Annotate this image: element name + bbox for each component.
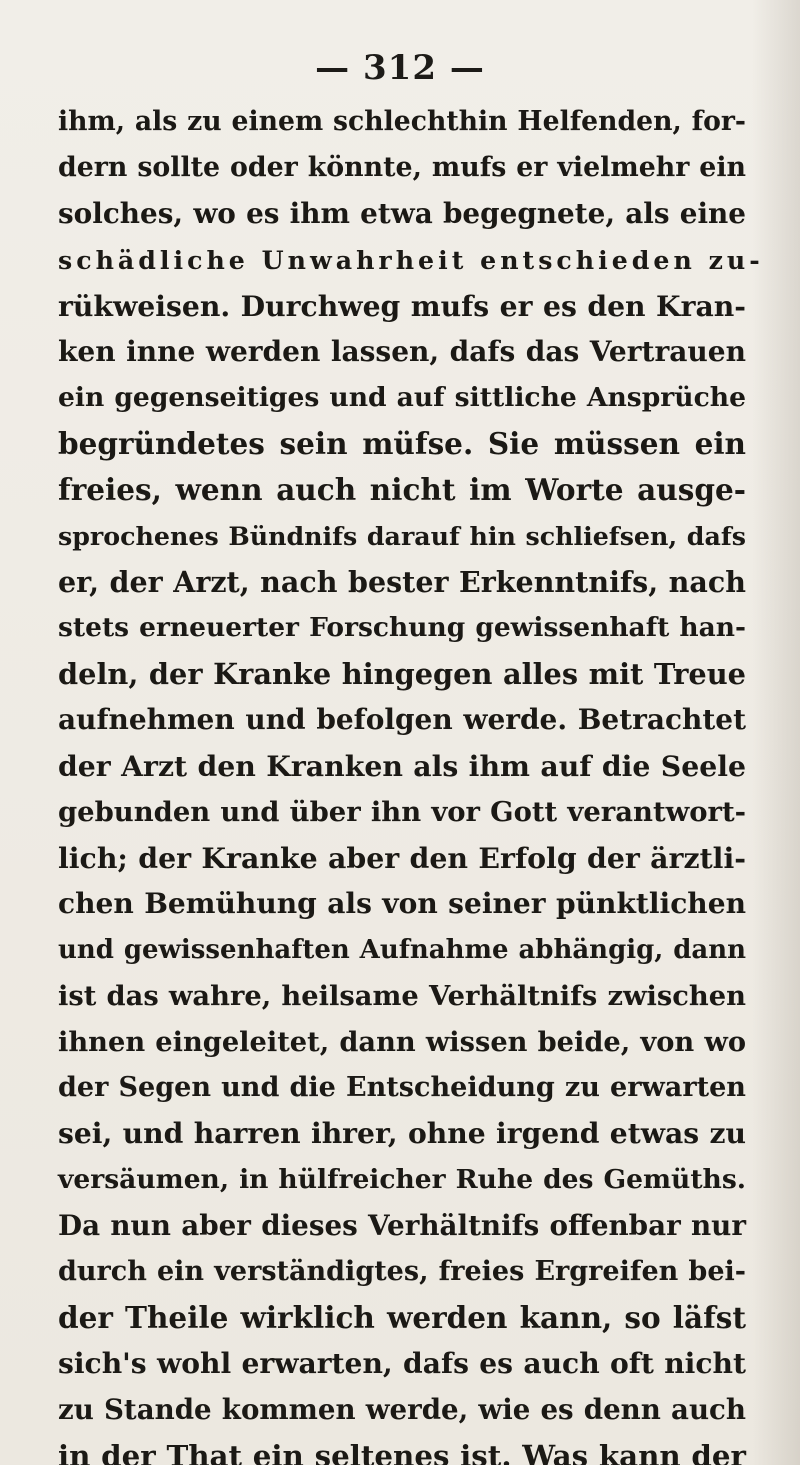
text-line: begründetes sein müfse. Sie müssen ein <box>58 426 746 461</box>
text-line: ein gegenseitiges und auf sittliche Ansprüche <box>58 382 746 413</box>
text-line: der Arzt den Kranken als ihm auf die Seele <box>58 749 746 783</box>
text-line: ihm, als zu einem schlechthin Helfenden, for- <box>58 106 746 137</box>
text-line: sich's wohl erwarten, dafs es auch oft nicht <box>58 1347 746 1380</box>
text-line: solches, wo es ihm etwa begegnete, als eine <box>58 197 746 230</box>
text-line: deln, der Kranke hingegen alles mit Treue <box>58 657 746 691</box>
text-line: dern sollte oder könnte, mufs er vielmehr ein <box>58 152 746 183</box>
text-line: lich; der Kranke aber den Erfolg der ärztli- <box>58 841 746 875</box>
text-line: aufnehmen und befolgen werde. Betrachtet <box>58 703 746 736</box>
text-line: er, der Arzt, nach bester Erkenntnifs, nach <box>58 565 746 599</box>
body-text <box>58 99 764 1465</box>
text-line: stets erneuerter Forschung gewissenhaft han- <box>58 612 746 643</box>
text-line: ihnen eingeleitet, dann wissen beide, von wo <box>58 1026 746 1058</box>
text-line: durch ein verständigtes, freies Ergreifen bei- <box>58 1256 746 1287</box>
text-line: sei, und harren ihrer, ohne irgend etwas zu <box>58 1117 746 1150</box>
page-number: — 312 — <box>315 48 485 88</box>
text-line: chen Bemühung als von seiner pünktlichen <box>58 887 746 920</box>
text-line: Da nun aber dieses Verhältnifs offenbar nur <box>58 1209 746 1242</box>
text-line: der Segen und die Entscheidung zu erwarten <box>58 1072 746 1103</box>
text-line: rükweisen. Durchweg mufs er es den Kran- <box>58 289 746 323</box>
text-line: versäumen, in hülfreicher Ruhe des Gemüths. <box>58 1164 746 1195</box>
text-line: freies, wenn auch nicht im Worte ausge- <box>58 472 746 507</box>
text-line: sprochenes Bündnifs darauf hin schliefsen, dafs <box>58 521 746 551</box>
text-line: gebunden und über ihn vor Gott verantwort- <box>58 796 746 828</box>
text-line: der Theile wirklich werden kann, so läfst <box>58 1300 746 1335</box>
text-line: zu Stande kommen werde, wie es denn auch <box>58 1393 746 1426</box>
text-line: ken inne werden lassen, dafs das Vertrauen <box>58 335 746 368</box>
text-line: ist das wahre, heilsame Verhältnifs zwischen <box>58 980 746 1012</box>
text-line: schädliche Unwahrheit entschieden zu- <box>58 245 764 275</box>
text-line: in der That ein seltenes ist. Was kann der <box>58 1438 746 1465</box>
text-line: und gewissenhaften Aufnahme abhängig, dann <box>58 935 746 965</box>
